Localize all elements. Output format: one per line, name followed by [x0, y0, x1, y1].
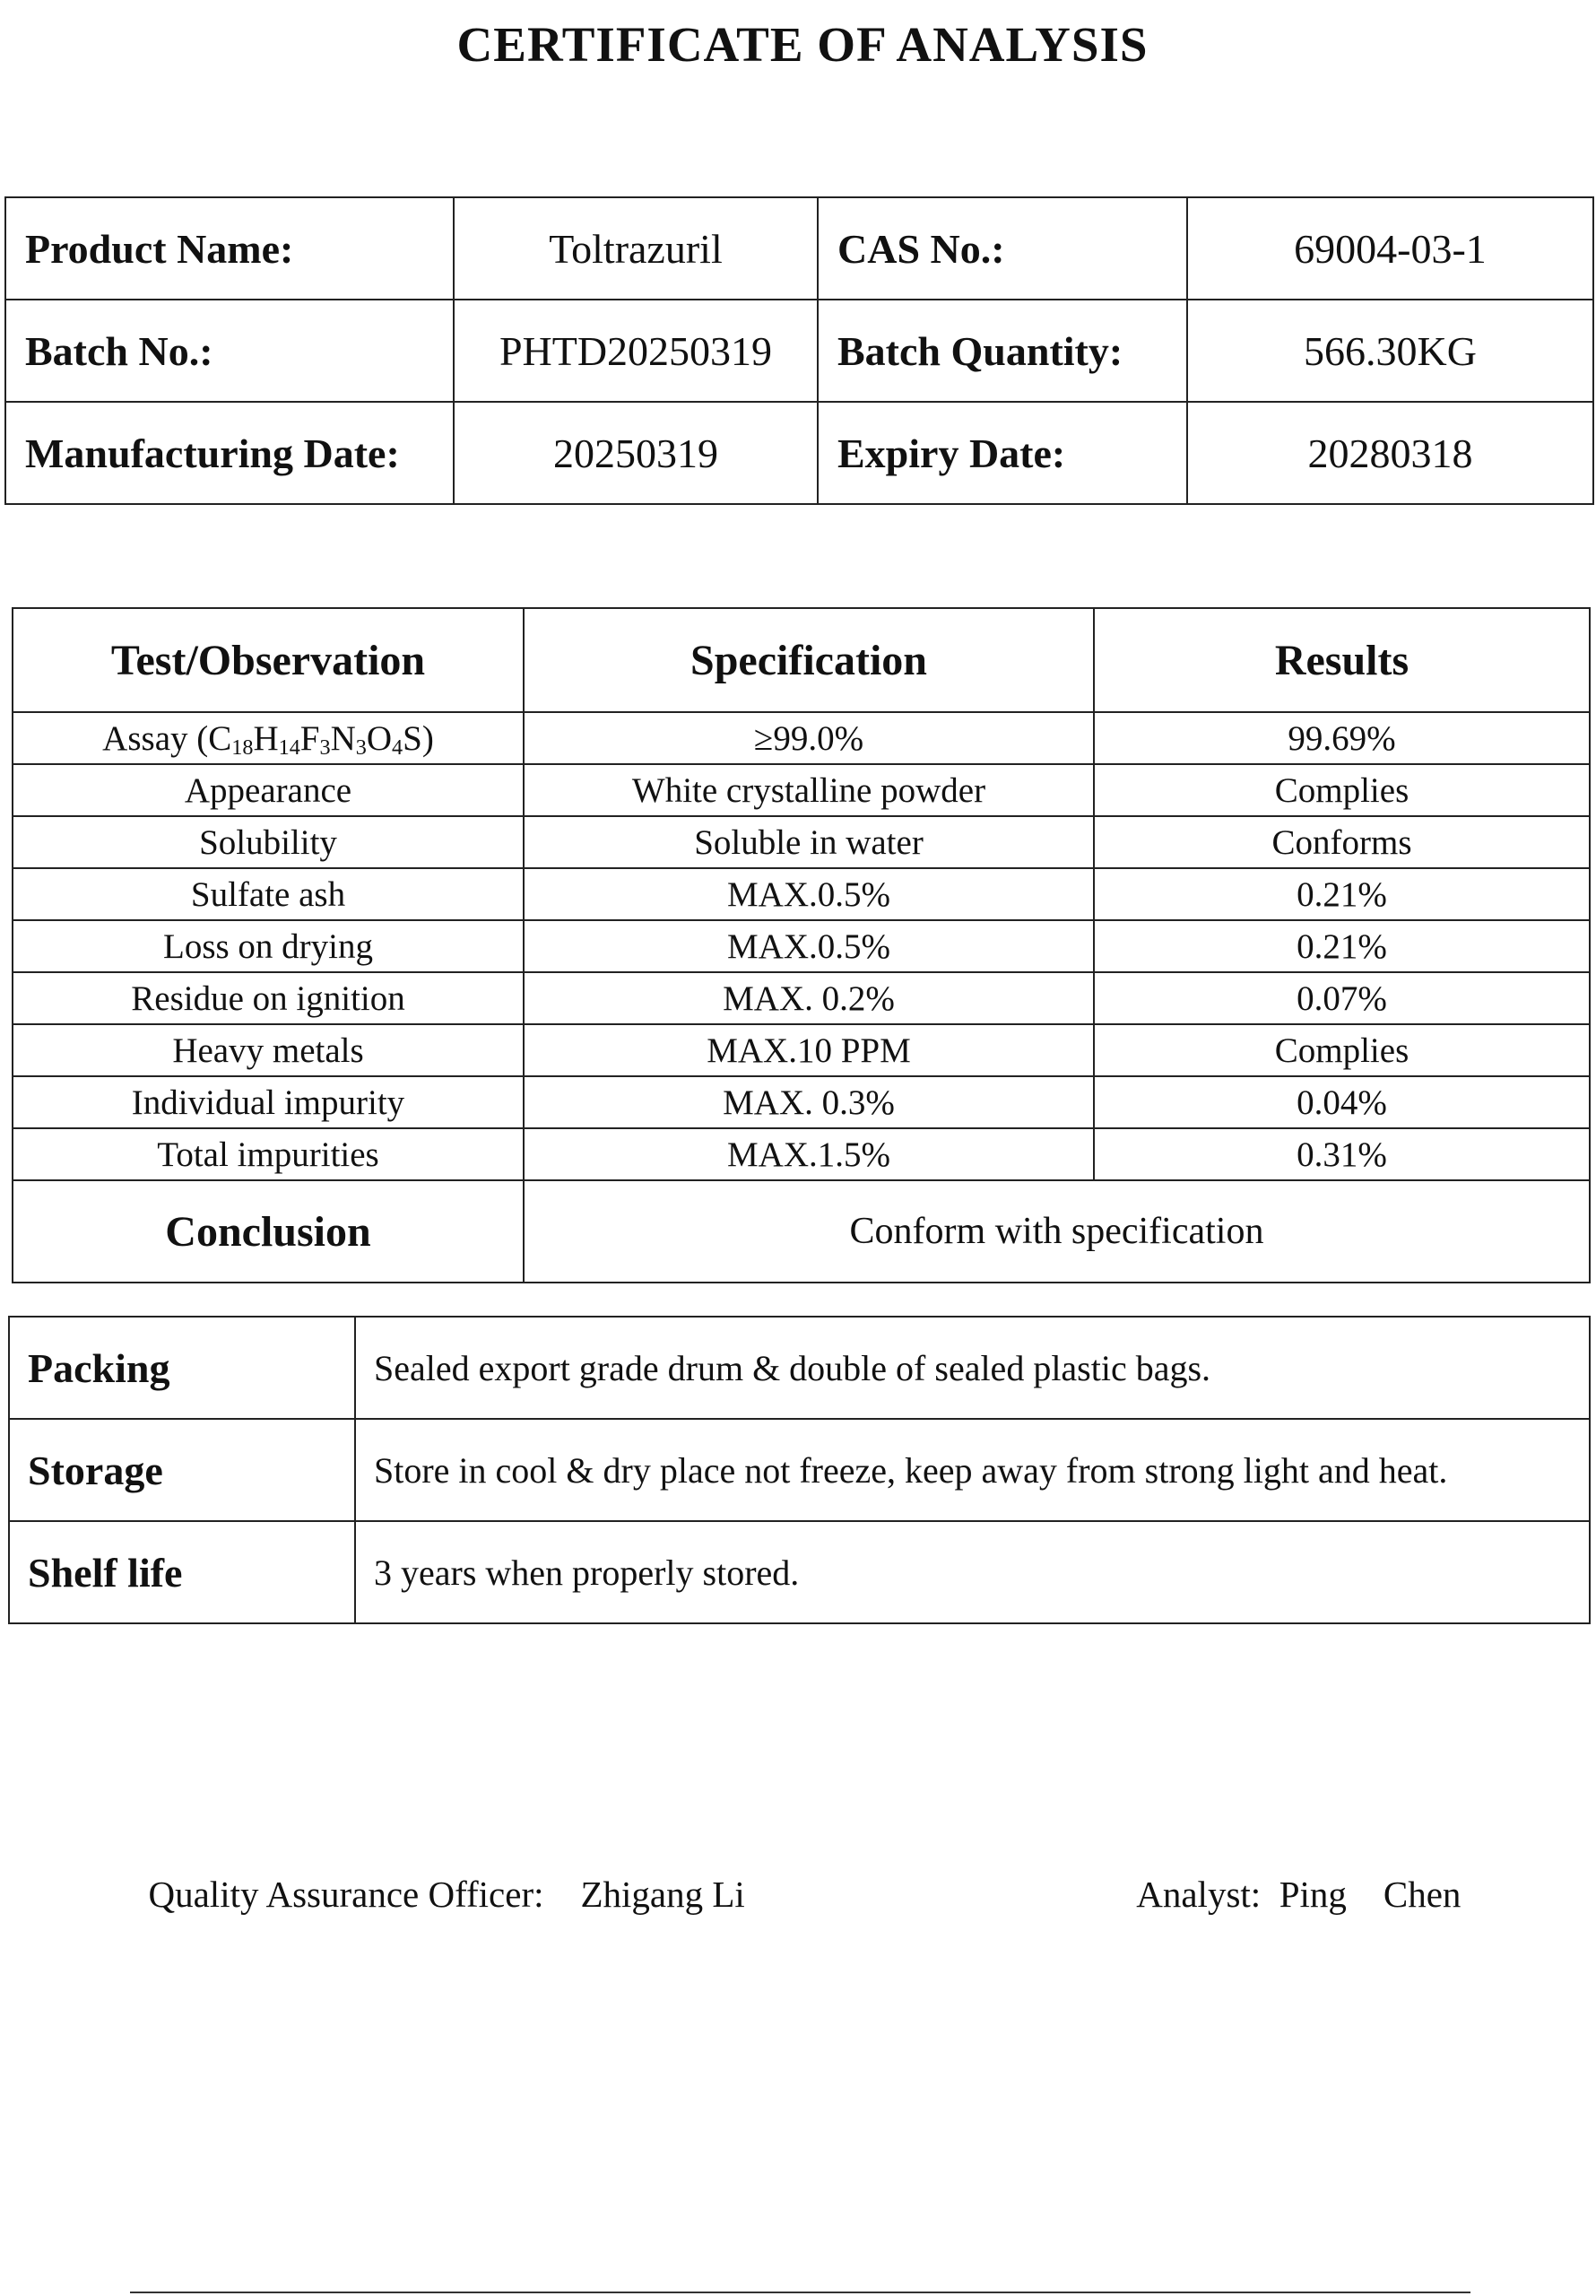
- test-header-row: [13, 608, 1590, 712]
- test-name: Total impurities: [13, 1128, 524, 1180]
- formula-element: N: [330, 718, 356, 758]
- packing-row-value: Sealed export grade drum & double of sealed plastic bags.: [355, 1317, 1590, 1419]
- test-row-assay: [13, 712, 1590, 764]
- formula-element: F: [299, 718, 320, 758]
- test-specification: MAX.0.5%: [524, 868, 1094, 920]
- batch-number-value: PHTD20250319: [454, 300, 818, 402]
- qa-officer-signature: [130, 1830, 745, 1916]
- assay-result: 99.69%: [1094, 712, 1590, 764]
- formula-subscript: 3: [319, 735, 331, 760]
- qa-officer-spacer: [544, 1874, 581, 1915]
- product-name-label: Product Name:: [5, 197, 454, 300]
- formula-subscript: 4: [392, 735, 403, 760]
- test-specification: MAX. 0.2%: [524, 972, 1094, 1024]
- formula-element: H: [253, 718, 279, 758]
- packing-row-label: Packing: [9, 1317, 355, 1419]
- formula-subscript: 3: [355, 735, 367, 760]
- test-result: Complies: [1094, 1024, 1590, 1076]
- test-result: 0.31%: [1094, 1128, 1590, 1180]
- expiry-date-label: Expiry Date:: [818, 402, 1187, 504]
- bottom-divider: [130, 2292, 1470, 2293]
- product-info-table: [4, 196, 1594, 505]
- test-row: [13, 816, 1590, 868]
- test-row: [13, 972, 1590, 1024]
- test-row: [13, 1076, 1590, 1128]
- product-info-row: [5, 402, 1593, 504]
- cas-number-label: CAS No.:: [818, 197, 1187, 300]
- packing-row-value: Store in cool & dry place not freeze, keep away from strong light and heat.: [355, 1419, 1590, 1521]
- cas-number-value: 69004-03-1: [1187, 197, 1593, 300]
- formula-element: S: [403, 718, 422, 758]
- formula-subscript: 18: [231, 735, 254, 760]
- test-name: Individual impurity: [13, 1076, 524, 1128]
- packing-row-value: 3 years when properly stored.: [355, 1521, 1590, 1623]
- conclusion-value: Conform with specification: [524, 1180, 1590, 1283]
- analyst-name: Ping Chen: [1279, 1874, 1462, 1915]
- test-result: Conforms: [1094, 816, 1590, 868]
- analyst-signature: [1120, 1830, 1461, 1916]
- test-specification: White crystalline powder: [524, 764, 1094, 816]
- analyst-label: Analyst:: [1136, 1874, 1262, 1915]
- test-specification: Soluble in water: [524, 816, 1094, 868]
- test-results-table: [12, 607, 1591, 1283]
- test-row: [13, 920, 1590, 972]
- test-name: Heavy metals: [13, 1024, 524, 1076]
- test-row: [13, 764, 1590, 816]
- formula-element: C: [208, 718, 232, 758]
- product-info-row: [5, 197, 1593, 300]
- specification-column-header: Specification: [524, 608, 1094, 712]
- test-name: Loss on drying: [13, 920, 524, 972]
- conclusion-label: Conclusion: [13, 1180, 524, 1283]
- conclusion-row: [13, 1180, 1590, 1283]
- product-info-row: [5, 300, 1593, 402]
- test-specification: MAX.0.5%: [524, 920, 1094, 972]
- test-row: [13, 1024, 1590, 1076]
- qa-officer-name: Zhigang Li: [580, 1874, 745, 1915]
- assay-test-name: [13, 712, 524, 764]
- test-specification: MAX.1.5%: [524, 1128, 1094, 1180]
- packing-row-label: Storage: [9, 1419, 355, 1521]
- results-column-header: Results: [1094, 608, 1590, 712]
- batch-quantity-label: Batch Quantity:: [818, 300, 1187, 402]
- test-name: Sulfate ash: [13, 868, 524, 920]
- test-row: [13, 1128, 1590, 1180]
- document-title: CERTIFICATE OF ANALYSIS: [456, 17, 1149, 72]
- expiry-date-value: 20280318: [1187, 402, 1593, 504]
- test-name: Appearance: [13, 764, 524, 816]
- formula-subscript: 14: [278, 735, 300, 760]
- packing-row: [9, 1521, 1590, 1623]
- test-specification: MAX.10 PPM: [524, 1024, 1094, 1076]
- test-result: 0.21%: [1094, 868, 1590, 920]
- test-result: 0.04%: [1094, 1076, 1590, 1128]
- manufacturing-date-value: 20250319: [454, 402, 818, 504]
- assay-close: ): [421, 718, 434, 758]
- assay-label: Assay (: [102, 718, 209, 758]
- test-name: Residue on ignition: [13, 972, 524, 1024]
- test-result: 0.07%: [1094, 972, 1590, 1024]
- test-column-header: Test/Observation: [13, 608, 524, 712]
- analyst-spacer: [1261, 1874, 1279, 1915]
- test-result: 0.21%: [1094, 920, 1590, 972]
- test-name: Solubility: [13, 816, 524, 868]
- product-name-value: Toltrazuril: [454, 197, 818, 300]
- manufacturing-date-label: Manufacturing Date:: [5, 402, 454, 504]
- qa-officer-label: Quality Assurance Officer:: [148, 1874, 544, 1915]
- packing-row: [9, 1419, 1590, 1521]
- test-specification: MAX. 0.3%: [524, 1076, 1094, 1128]
- test-row: [13, 868, 1590, 920]
- batch-number-label: Batch No.:: [5, 300, 454, 402]
- packing-row: [9, 1317, 1590, 1419]
- batch-quantity-value: 566.30KG: [1187, 300, 1593, 402]
- assay-formula: [208, 719, 422, 758]
- test-result: Complies: [1094, 764, 1590, 816]
- packing-storage-table: [8, 1316, 1591, 1624]
- formula-element: O: [366, 718, 393, 758]
- packing-row-label: Shelf life: [9, 1521, 355, 1623]
- assay-specification: ≥99.0%: [524, 712, 1094, 764]
